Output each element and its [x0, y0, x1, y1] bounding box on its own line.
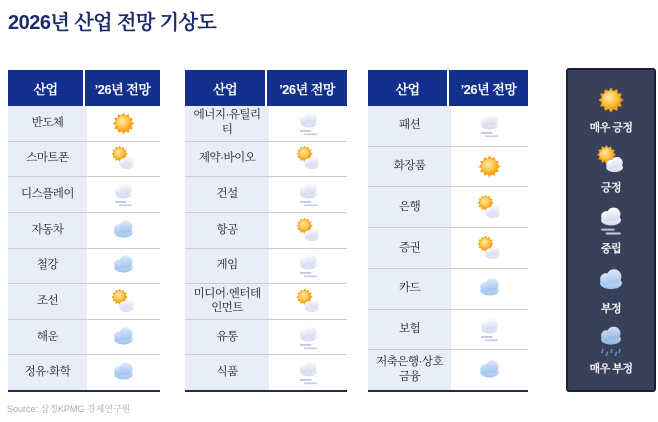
table-header — [185, 70, 347, 106]
industry-label: 식품 — [185, 355, 269, 390]
page-title: 2026년 산업 전망 기상도 — [8, 12, 217, 34]
forecast-table-2 — [185, 70, 347, 392]
sun-cloud-icon — [269, 142, 347, 177]
legend-label: 부정 — [600, 302, 622, 315]
industry-label: 미디어·엔터테인먼트 — [185, 284, 269, 319]
table-row — [8, 249, 160, 285]
sun-cloud-icon — [87, 142, 160, 177]
column-header-forecast: ’26년 전망 — [460, 81, 517, 97]
forecast-table-1 — [8, 70, 160, 392]
cloud-icon — [451, 350, 528, 390]
table-row — [8, 320, 160, 356]
industry-label: 조선 — [8, 284, 87, 319]
sun-cloud-icon — [593, 142, 629, 178]
forecast-table-3 — [368, 70, 528, 392]
table-row — [185, 106, 347, 142]
table-header — [368, 70, 528, 106]
table-body — [368, 106, 528, 392]
industry-label: 스마트폰 — [8, 142, 87, 177]
fog-cloud-icon — [87, 177, 160, 212]
legend-label: 긍정 — [600, 182, 622, 195]
industry-label: 게임 — [185, 249, 269, 284]
industry-label: 에너지·유틸리티 — [185, 106, 269, 141]
industry-label: 화장품 — [368, 147, 451, 187]
table-row — [368, 269, 528, 310]
sun-icon — [451, 147, 528, 187]
rain-cloud-icon — [593, 323, 629, 359]
fog-cloud-icon — [269, 177, 347, 212]
table-header — [8, 70, 160, 106]
column-header-forecast: ’26년 전망 — [279, 81, 335, 97]
industry-label: 디스플레이 — [8, 177, 87, 212]
table-row — [185, 177, 347, 213]
industry-label: 해운 — [8, 320, 87, 355]
industry-label: 철강 — [8, 249, 87, 284]
industry-label: 자동차 — [8, 213, 87, 248]
table-row — [185, 249, 347, 285]
industry-label: 항공 — [185, 213, 269, 248]
legend-item — [568, 142, 654, 195]
table-row — [185, 320, 347, 356]
table-row — [185, 142, 347, 178]
cloud-icon — [87, 249, 160, 284]
column-header-industry: 산업 — [368, 70, 449, 106]
table-row — [368, 106, 528, 147]
fog-cloud-icon — [269, 249, 347, 284]
legend-item — [568, 263, 654, 316]
source-note: Source: 삼정KPMG 경제연구원 — [7, 404, 131, 414]
sun-cloud-icon — [451, 228, 528, 268]
table-row — [368, 350, 528, 390]
table-row — [185, 284, 347, 320]
industry-label: 증권 — [368, 228, 451, 268]
industry-label: 패션 — [368, 106, 451, 146]
table-body — [8, 106, 160, 392]
industry-label: 반도체 — [8, 106, 87, 141]
legend-item — [568, 323, 654, 376]
table-row — [8, 355, 160, 390]
table-row — [368, 147, 528, 188]
content-area — [8, 70, 656, 392]
cloud-icon — [87, 320, 160, 355]
legend-label: 매우 긍정 — [589, 122, 633, 134]
table-row — [185, 355, 347, 390]
table-row — [185, 213, 347, 249]
legend-label: 매우 부정 — [589, 363, 633, 375]
fog-cloud-icon — [269, 355, 347, 390]
column-header-forecast: ’26년 전망 — [94, 81, 151, 97]
sun-icon — [87, 106, 160, 141]
fog-cloud-icon — [269, 106, 347, 141]
table-row — [8, 284, 160, 320]
industry-label: 유통 — [185, 320, 269, 355]
table-row — [368, 187, 528, 228]
table-row — [8, 142, 160, 178]
cloud-icon — [87, 213, 160, 248]
industry-label: 카드 — [368, 269, 451, 309]
table-row — [8, 213, 160, 249]
sun-cloud-icon — [269, 284, 347, 319]
table-row — [8, 177, 160, 213]
sun-icon — [593, 82, 629, 118]
industry-label: 저축은행·상호금융 — [368, 350, 451, 390]
column-header-industry: 산업 — [8, 70, 85, 106]
legend-item — [568, 82, 654, 135]
legend-item — [568, 203, 654, 256]
industry-label: 건설 — [185, 177, 269, 212]
fog-cloud-icon — [593, 203, 629, 239]
cloud-icon — [451, 269, 528, 309]
industry-label: 보험 — [368, 310, 451, 350]
industry-label: 정유·화학 — [8, 355, 87, 390]
legend-label: 중립 — [600, 242, 622, 255]
sun-cloud-icon — [451, 187, 528, 227]
column-header-industry: 산업 — [185, 70, 267, 106]
fog-cloud-icon — [269, 320, 347, 355]
table-row — [8, 106, 160, 142]
cloud-icon — [87, 355, 160, 390]
fog-cloud-icon — [451, 106, 528, 146]
sun-cloud-icon — [87, 284, 160, 319]
fog-cloud-icon — [451, 310, 528, 350]
industry-label: 제약·바이오 — [185, 142, 269, 177]
industry-label: 은행 — [368, 187, 451, 227]
table-row — [368, 310, 528, 351]
cloud-icon — [593, 263, 629, 299]
table-body — [185, 106, 347, 392]
sun-cloud-icon — [269, 213, 347, 248]
legend-panel — [566, 68, 656, 392]
table-row — [368, 228, 528, 269]
